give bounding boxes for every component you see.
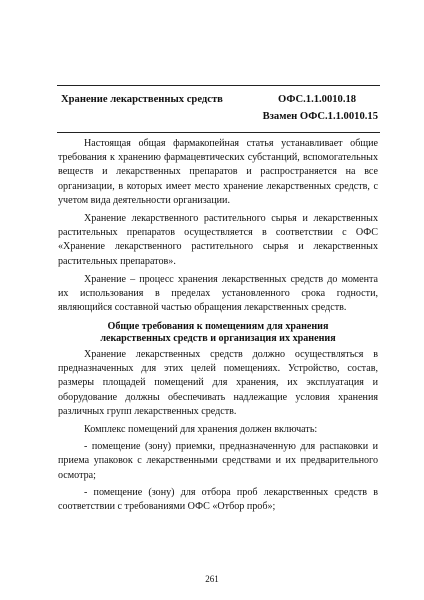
list-item: - помещение (зону) приемки, предназначенную для распаковки и приема упаковок с лекарственными средствами и их предварительного осмотра; [58, 441, 378, 481]
section-heading-line: Общие требования к помещениям для хранения [107, 321, 329, 333]
paragraph: Хранение – процесс хранения лекарственных средств до момента их использования в пределах установленного срока годности, являющийся составной частью обращения лекарственных средств. [58, 273, 378, 314]
section-heading-line: лекарственных средств и организация их хранения [100, 332, 336, 344]
header-bottom-rule [57, 132, 380, 133]
replaces-code: Взамен ОФС.1.1.0010.15 [262, 111, 378, 122]
section-heading [58, 321, 378, 344]
paragraph: Хранение лекарственных средств должно осуществляться в предназначенных для этих целей помещениях. Устройство, состав, размеры площадей помещений для хранения, их эксплуатация и оборудование должны обеспечивать надлежащие условия хранения различных групп лекарственных средств. [58, 349, 378, 417]
article-code: ОФС.1.1.0010.18 [278, 94, 357, 105]
paragraph: Комплекс помещений для хранения должен включать: [84, 424, 318, 436]
paragraph: Хранение лекарственного растительного сырья и лекарственных растительных препаратов осуществляется в соответствии с ОФС «Хранение лекарственного растительного сырья и лекарственных растительных препаратов». [58, 213, 378, 267]
page-number: 261 [205, 574, 219, 584]
article-title: Хранение лекарственных средств [61, 94, 223, 105]
article-body [58, 137, 378, 514]
paragraph: Настоящая общая фармакопейная статья устанавливает общие требования к хранению фармацевтических субстанций, вспомогательных веществ и лекарственных препаратов и распространяется на все организации, в которых имеет место хранение лекарственных средств, с учетом вида деятельности организации. [58, 138, 378, 206]
header-top-rule [57, 85, 380, 86]
list-item: - помещение (зону) для отбора проб лекарственных средств в соответствии с требованиями ОФС «Отбор проб»; [58, 486, 378, 513]
